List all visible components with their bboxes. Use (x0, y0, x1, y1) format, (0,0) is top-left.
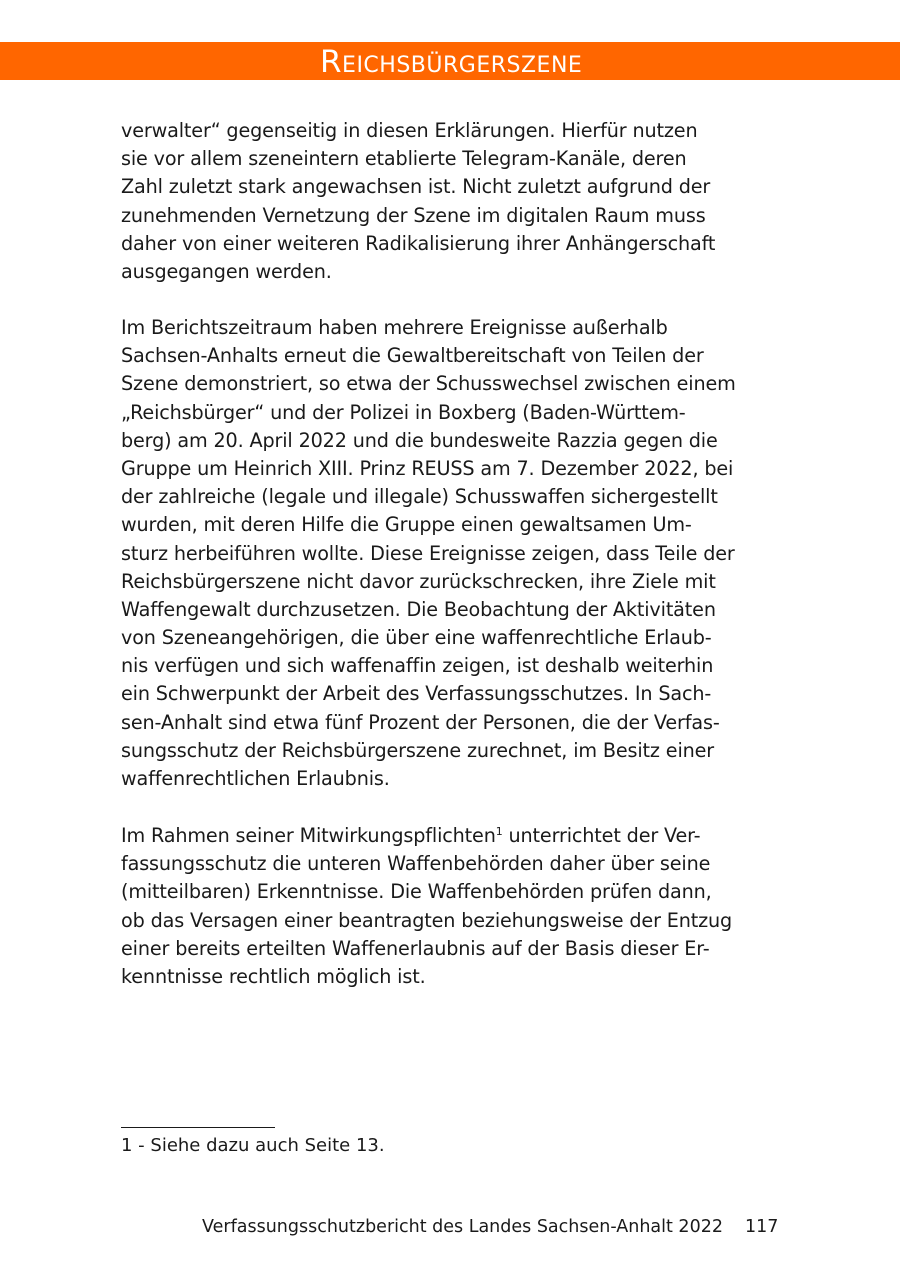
section-title: Reichsbürgerszene (320, 44, 583, 80)
text-line: waffenrechtlichen Erlaubnis. (121, 767, 390, 790)
text-line: berg) am 20. April 2022 und die bundesweite Razzia gegen die (121, 428, 718, 452)
text-line: kenntnisse rechtlich möglich ist. (121, 964, 426, 988)
text-line: Waffengewalt durchzusetzen. Die Beobachtung der Aktivitäten (121, 597, 716, 621)
text-line: Szene demonstriert, so etwa der Schusswechsel zwischen einem (121, 372, 736, 396)
text-line: von Szeneangehörigen, die über eine waffenrechtliche Erlaub- (121, 626, 712, 650)
text-line: daher von einer weiteren Radikalisierung ihrer Anhängerschaft (121, 231, 716, 255)
text-fragment: unterrichtet der Ver- (502, 824, 701, 847)
text-line: (mitteilbaren) Erkenntnisse. Die Waffenbehörden prüfen dann, (121, 880, 712, 904)
footer-publication-title: Verfassungsschutzbericht des Landes Sachsen-Anhalt 2022 (202, 1217, 723, 1237)
text-line: ausgegangen werden. (121, 259, 332, 283)
text-line: Im Berichtszeitraum haben mehrere Ereignisse außerhalb (121, 316, 668, 339)
text-line: Gruppe um Heinrich XIII. Prinz REUSS am 7. Dezember 2022, bei (121, 456, 734, 480)
text-line: wurden, mit deren Hilfe die Gruppe einen gewaltsamen Um- (121, 513, 692, 537)
text-line: ob das Versagen einer beantragten beziehungsweise der Entzug (121, 908, 733, 932)
text-line: fassungsschutz die unteren Waffenbehörden daher über seine (121, 852, 711, 876)
text-line: Zahl zuletzt stark angewachsen ist. Nicht zuletzt aufgrund der (121, 175, 711, 199)
text-line: verwalter“ gegenseitig in diesen Erklärungen. Hierfür nutzen (121, 119, 698, 142)
page-number: 117 (745, 1217, 779, 1237)
paragraph-3 (121, 822, 781, 991)
footnote-divider (121, 1127, 275, 1128)
text-line: sie vor allem szeneintern etablierte Telegram-Kanäle, deren (121, 147, 687, 171)
paragraph-2 (121, 314, 781, 793)
text-fragment: Im Rahmen seiner Mitwirkungspflichten (121, 824, 496, 847)
footnote-reference[interactable]: 1 (495, 825, 503, 838)
text-line: ein Schwerpunkt der Arbeit des Verfassungsschutzes. In Sach- (121, 682, 712, 706)
text-line: sen-Anhalt sind etwa fünf Prozent der Personen, die der Verfas- (121, 710, 720, 734)
text-line: sturz herbeiführen wollte. Diese Ereignisse zeigen, dass Teile der (121, 541, 735, 565)
text-line: Sachsen-Anhalts erneut die Gewaltbereitschaft von Teilen der (121, 344, 704, 368)
text-line: sungsschutz der Reichsbürgerszene zurechnet, im Besitz einer (121, 738, 715, 762)
footnote-text: 1 - Siehe dazu auch Seite 13. (121, 1135, 385, 1156)
text-line: einer bereits erteilten Waffenerlaubnis auf der Basis dieser Er- (121, 936, 710, 960)
text-line (121, 822, 781, 850)
text-line: der zahlreiche (legale und illegale) Schusswaffen sichergestellt (121, 485, 718, 509)
section-header-bar (0, 42, 900, 80)
text-line: zunehmenden Vernetzung der Szene im digitalen Raum muss (121, 203, 706, 227)
text-line: nis verfügen und sich waffenaffin zeigen, ist deshalb weiterhin (121, 654, 714, 678)
paragraph-1 (121, 117, 781, 286)
text-line: Reichsbürgerszene nicht davor zurückschrecken, ihre Ziele mit (121, 569, 716, 593)
text-line: „Reichsbürger“ und der Polizei in Boxberg (Baden-Württem- (121, 400, 686, 424)
